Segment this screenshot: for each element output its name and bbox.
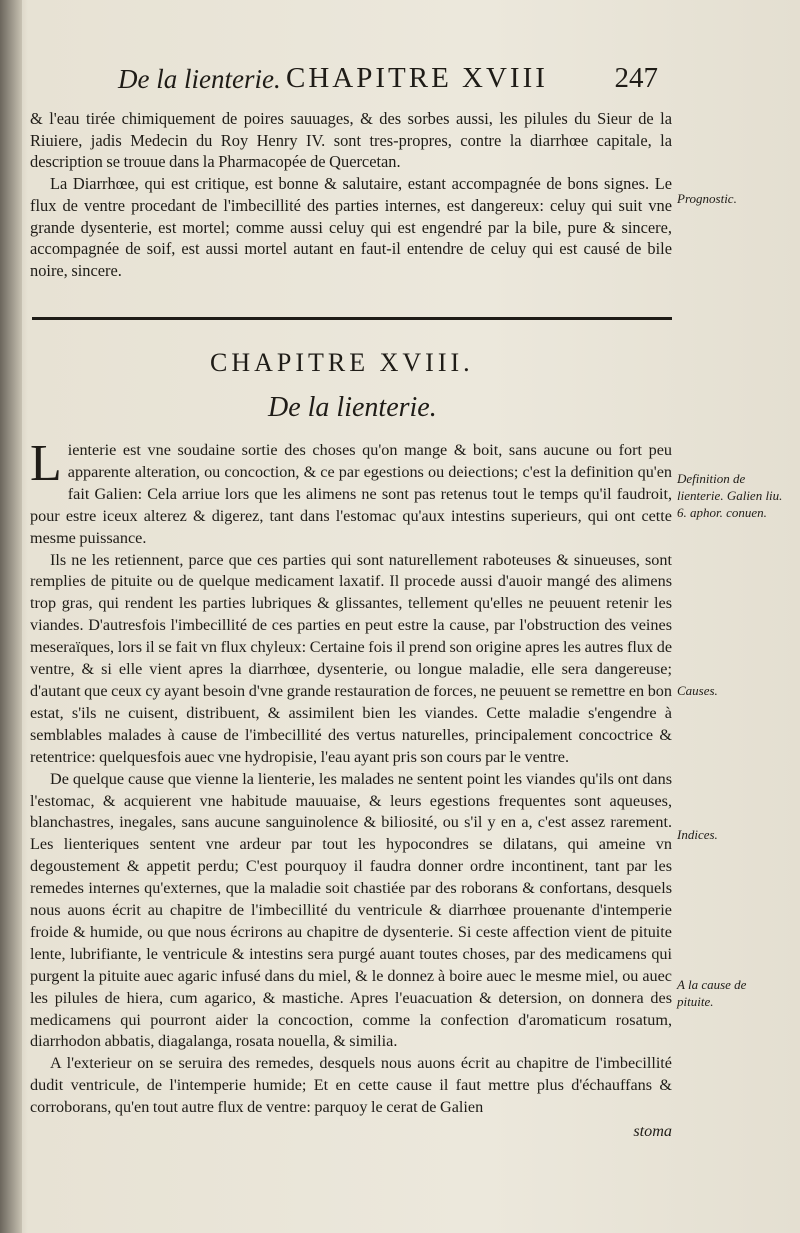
paragraph: A l'exterieur on se seruira des remedes, desquels nous auons écrit au chapitre de l'imbecillité dudit ventricule, de l'intemperie humide; Et en cette cause il faut mettre plus d'échauffans & corroborans, qu'en tout autre flux de ventre: parquoy le cerat de Galien xyxy=(30,1054,672,1117)
margin-note-indices: Indices. xyxy=(677,827,718,842)
top-text-block xyxy=(30,108,672,282)
margin-note-definition: Definition de lienterie. Galien liu. 6. aphor. conuen. xyxy=(677,471,783,520)
chapter-subtitle: De la lienterie. xyxy=(268,392,437,423)
section-rule xyxy=(32,317,672,320)
catchword: stoma xyxy=(633,1122,672,1141)
running-head-title: De la lienterie. xyxy=(118,64,281,94)
running-head-chapter: CHAPITRE XVIII xyxy=(286,62,548,94)
binding-shadow xyxy=(0,0,22,1233)
running-head xyxy=(118,62,658,102)
drop-cap: L xyxy=(30,435,62,492)
margin-note-causes: Causes. xyxy=(677,683,718,698)
paragraph: De quelque cause que vienne la lienterie, les malades ne sentent point les viandes qu'ils ont dans l'estomac, & acquierent vne habitude mauuaise, & leurs egestions frequentes sont aqueuses, blanchastres, inegales, sans aucune sanguinolence & biliosité, ou s'il y en a, c'est assez rarement. Les lienteriques sentent vne ardeur par tout les hypocondres se dilatans, qui ameine vn degoustement & appetit perdu; C'est pourquoy il faudra donner ordre incontinent, tant par les remedes internes qu'externes, que la maladie soit chastiée par des roborans & confortans, desquels nous auons écrit au chapitre de l'imbecillité du ventricule & diarrhœe prouenante d'intemperie froide & humide, ou que nous écrirons au chapitre de dysenterie. Si ceste affection vient de pituite lente, lubrifiante, le ventricule & intestins sera purgé auant toutes choses, par des medicamens qui purgent la pituite auec agaric infusé dans du miel, & le donnez à boire auec le mesme miel, ou auec les pilules de hiera, cum agarico, & mastiche. Apres l'euacuation & detersion, on donnera des medicamens qui pourront aider la concoction, comme la confection d'aromaticum rosatum, diarrhodon abbatis, diagalanga, rosata nouella, & similia. xyxy=(30,769,672,1051)
paragraph xyxy=(30,435,672,550)
paragraph: Ils ne les retiennent, parce que ces parties qui sont naturellement raboteuses & sinueuses, sont remplies de pituite ou de quelque medicament laxatif. Il procede aussi d'auoir mangé des alimens trop gras, qui rendent les parties lubriques & glissantes, tellement qu'elles ne peuuent retenir les viandes. D'autresfois l'imbecillité de ces parties en peut estre la cause, par l'obstruction des veines meseraïques, lors il se fait vn flux chyleux: Certaine fois il prend son origine apres les autres flux de ventre, & si elle vient apres la diarrhœe, dysenterie, ou longue maladie, elle sera dangereuse; d'autant que ceux cy ayant besoin d'vne grande restauration de forces, ne peuuent se remettre en bon estat, s'ils ne cuisent, distribuent, & assimilent bien les viandes. Cette maladie s'engendre à semblables malades à cause de l'imbecillité des vertus naturelles, principalement concoctrice & retentrice: quelquesfois auec vne hydropisie, l'eau ayant pris son cours par le ventre. xyxy=(30,550,672,766)
paragraph: La Diarrhœe, qui est critique, est bonne & salutaire, estant accompagnée de bons signes. Le flux de ventre procedant de l'imbecillité des parties internes, est dangereux: celuy qui suit vne grande dysenterie, est mortel; comme aussi celuy qui est engendré par la bile, pure & sincere, accompagnée de soif, est aussi mortel autant en faut-il entendre de celuy qui est causé de bile noire, sincere. xyxy=(30,174,672,280)
chapter-body xyxy=(30,435,672,1143)
paragraph: & l'eau tirée chimiquement de poires sauuages, & des sorbes aussi, les pilules du Sieur de la Riuiere, jadis Medecin du Roy Henry IV. sont tres-propres, contre la diarrhœe capitale, la description se trouue dans la Pharmacopée de Quercetan. xyxy=(30,109,672,172)
margin-note-pituite: A la cause de pituite. xyxy=(677,977,747,1009)
paragraph-text: ienterie est vne soudaine sortie des choses qu'on mange & boit, sans aucune ou fort peu apparente alteration, ou concoction, & ce par egestions ou deiections; c'est la definition qu'en fait Galien: Cela arriue lors que les alimens ne sont pas retenus tout le temps qu'il faudroit, pour estre iceux alterez & digerez, tant dans l'estomac qu'aux intestins superieurs, qui ont cette mesme puissance. xyxy=(30,441,672,547)
margin-note-prognostic: Prognostic. xyxy=(677,191,737,206)
chapter-heading: CHAPITRE XVIII. xyxy=(210,348,474,377)
page-number: 247 xyxy=(614,62,658,94)
